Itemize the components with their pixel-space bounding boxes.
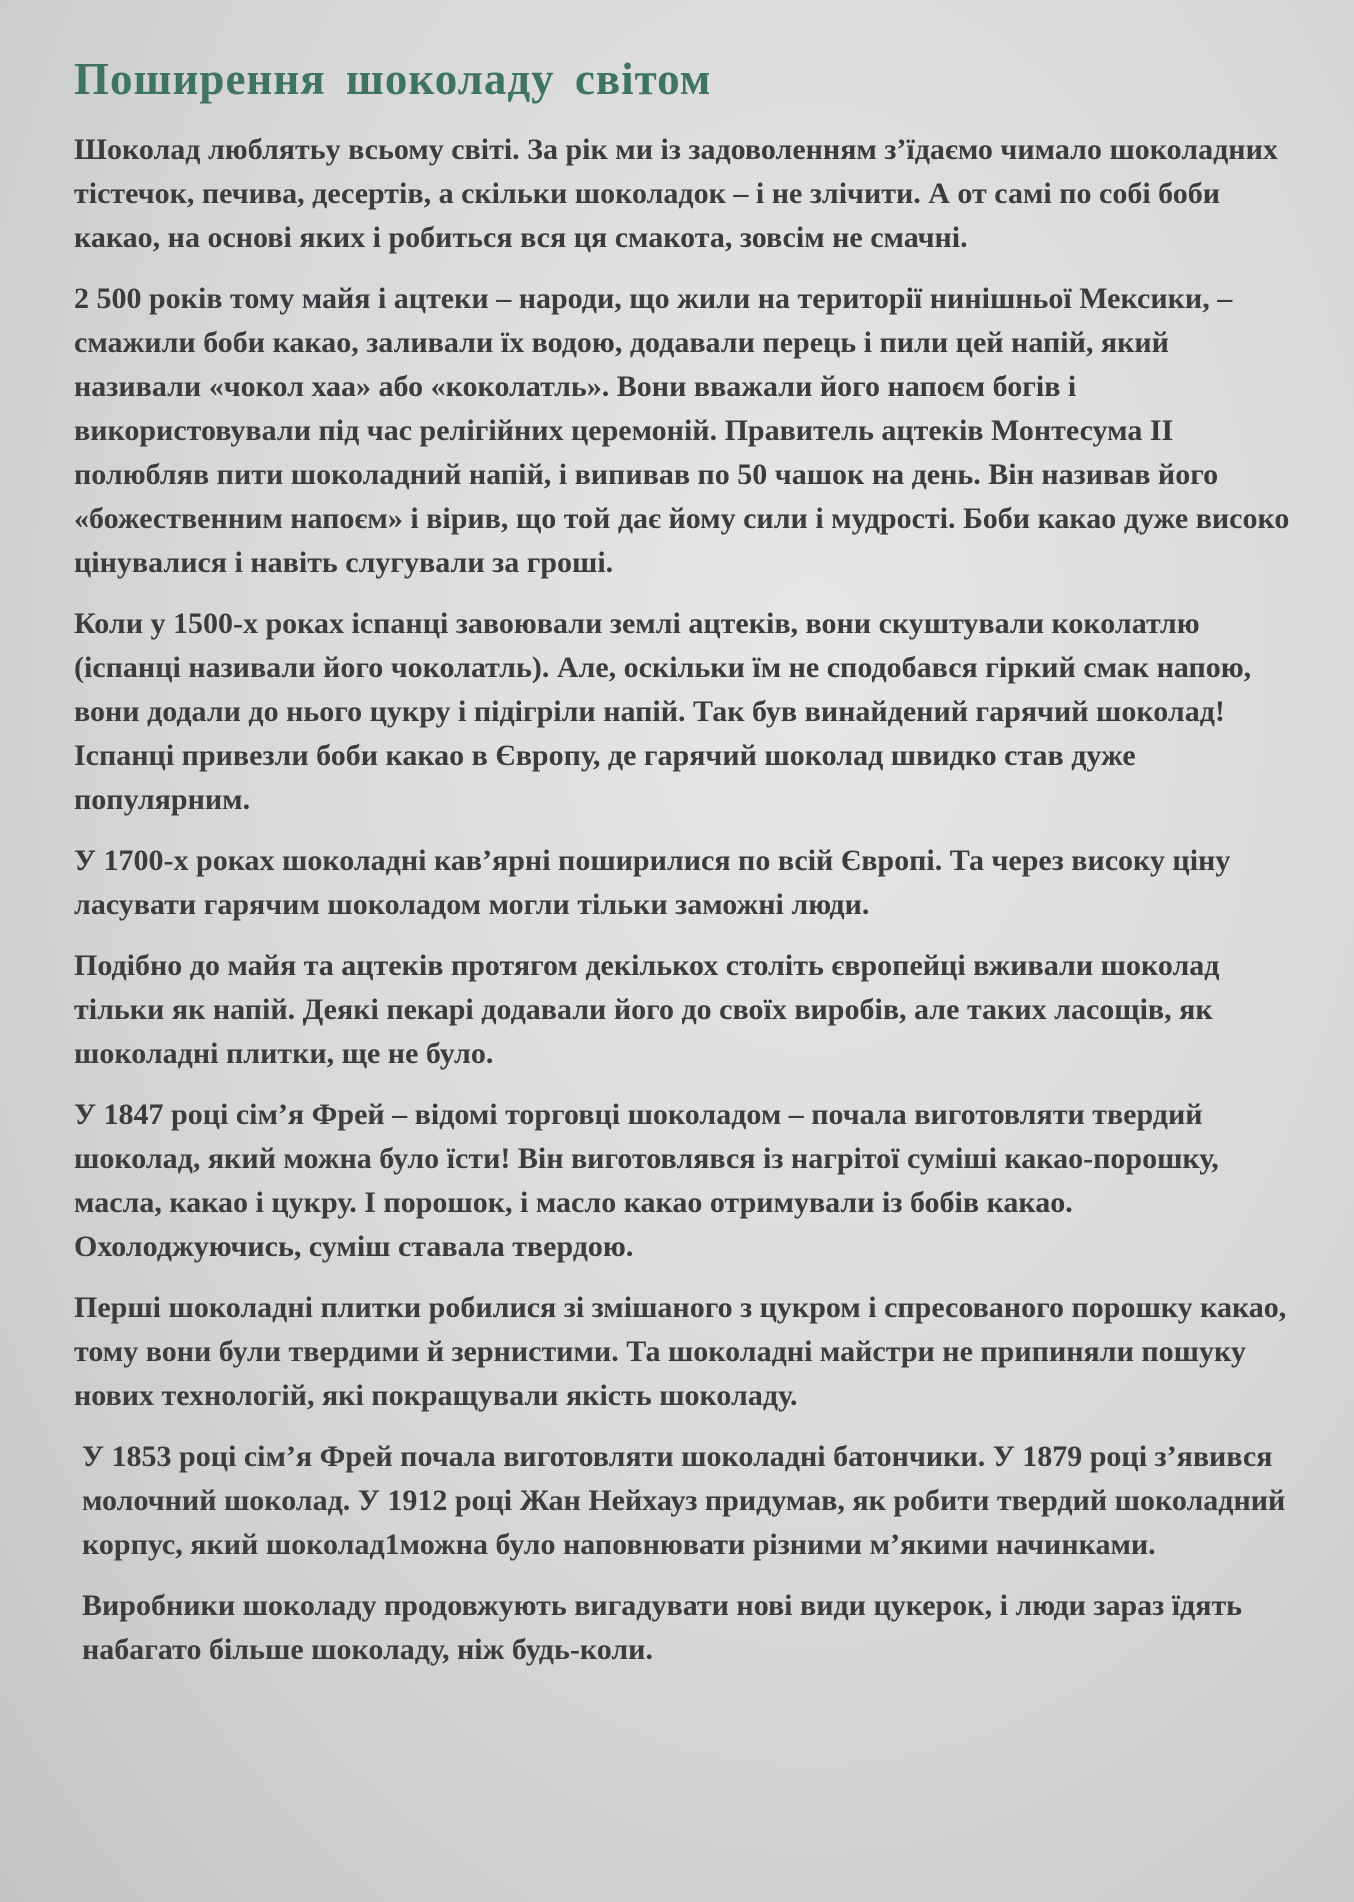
paragraph-cafes: У 1700-х роках шоколадні кав’ярні поширилися по всій Європі. Та через високу ціну ласувати гарячим шоколадом могли тільки заможні люди.: [74, 844, 1231, 921]
paragraph-spaniards: Коли у 1500-х роках іспанці завоювали землі ацтеків, вони скуштували коколатлю (іспанці називали його чоколатль). Але, оскільки їм не сподобався гіркий смак напою, вони додали до нього цукру і підігріли напій. Так був винайдений гарячий шоколад! Іспанці привезли боби какао в Європу, де гарячий шоколад швидко став дуже популярним.: [74, 607, 1252, 816]
paragraph-first-bars: Перші шоколадні плитки робилися зі змішаного з цукром і спресованого порошку какао, тому вони були твердими й зернистими. Та шоколадні майстри не припиняли пошуку нових технологій, які покращували якість шоколаду.: [74, 1291, 1287, 1412]
page-title: Поширення шоколаду світом: [74, 54, 712, 104]
paragraph-fry-1847: У 1847 році сім’я Фрей – відомі торговці шоколадом – почала виготовляти твердий шоколад, який можна було їсти! Він виготовлявся із нагрітої суміші какао-порошку, масла, какао і цукру. І порошок, і масло какао отримували із бобів какао. Охолоджуючись, суміш ставала твердою.: [74, 1098, 1219, 1263]
paragraph-milestones: У 1853 році сім’я Фрей почала виготовляти шоколадні батончики. У 1879 році з’явився молочний шоколад. У 1912 році Жан Нейхауз придумав, як робити твердий шоколадний корпус, який шоколад1можна було наповнювати різними м’якими начинками.: [82, 1440, 1286, 1561]
paragraph-europe-drink: Подібно до майя та ацтеків протягом декількох століть європейці вживали шоколад тільки як напій. Деякі пекарі додавали його до своїх виробів, але таких ласощів, як шоколадні плитки, ще не було.: [74, 949, 1220, 1070]
paragraph-conclusion: Виробники шоколаду продовжують вигадувати нові види цукерок, і люди зараз їдять набагато більше шоколаду, ніж будь-коли.: [82, 1589, 1243, 1666]
paragraph-maya-aztecs: 2 500 років тому майя і ацтеки – народи, що жили на території нинішньої Мексики, – смажили боби какао, заливали їх водою, додавали перець і пили цей напій, який називали «чокол хаа» або «коколатль». Вони вважали його напоєм богів і використовували під час релігійних церемоній. Правитель ацтеків Монтесума II полюбляв пити шоколадний напій, і випивав по 50 чашок на день. Він називав його «божественним напоєм» і вірив, що той дає йому сили і мудрості. Боби какао дуже високо цінувалися і навіть слугували за гроші.: [74, 282, 1290, 579]
paragraph-intro: Шоколад люблятьу всьому світі. За рік ми із задоволенням з’їдаємо чимало шоколадних тістечок, печива, десертів, а скільки шоколадок – і не злічити. А от самі по собі боби какао, на основі яких і робиться вся ця смакота, зовсім не смачні.: [74, 133, 1278, 254]
